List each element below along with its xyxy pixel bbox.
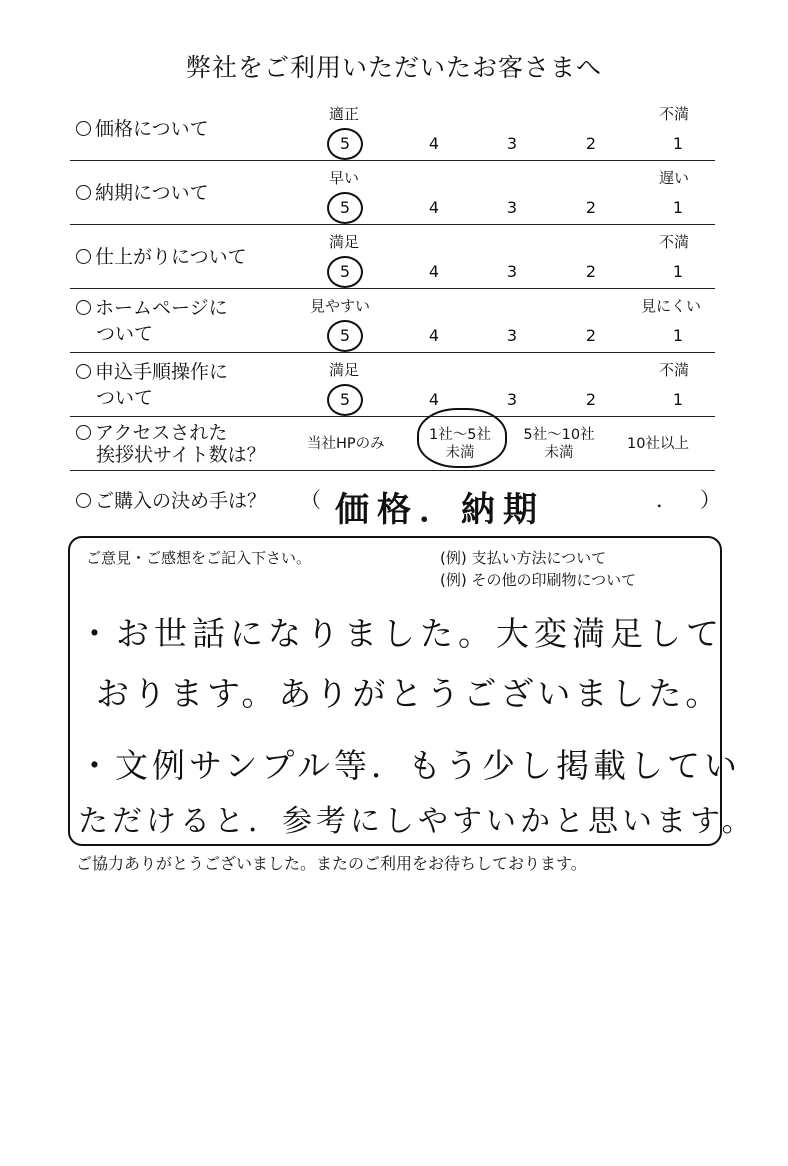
handwritten-comment-line: ・文例サンプル等．もう少し掲載してい: [78, 746, 742, 785]
rating-5[interactable]: 5: [339, 326, 351, 345]
handwritten-comment-line: ・お世話になりました。大変満足して: [78, 614, 724, 653]
bullet-circle-icon: [76, 249, 91, 264]
comments-example-1: (例) 支払い方法について: [440, 549, 607, 567]
rating-1[interactable]: 1: [672, 198, 684, 217]
page-title: 弊社をご利用いただいたお客さまへ: [185, 53, 602, 82]
scale-high-label: 早い: [329, 169, 360, 187]
row-divider: [70, 470, 715, 471]
blank-dot: ．: [656, 488, 677, 512]
rating-1[interactable]: 1: [672, 134, 684, 153]
rating-3[interactable]: 3: [506, 326, 518, 345]
bullet-circle-icon: [76, 185, 91, 200]
question-finish: 仕上がりについて: [76, 242, 247, 272]
rating-1[interactable]: 1: [672, 262, 684, 281]
rating-4[interactable]: 4: [428, 390, 440, 409]
rating-2[interactable]: 2: [585, 198, 597, 217]
rating-5[interactable]: 5: [339, 262, 351, 281]
scale-high-label: 見やすい: [310, 297, 371, 315]
rating-1[interactable]: 1: [672, 326, 684, 345]
access-option-5-10[interactable]: 5社～10社 未満: [523, 427, 595, 461]
scale-low-label: 遅い: [659, 169, 690, 187]
bullet-circle-icon: [76, 364, 91, 379]
bullet-circle-icon: [76, 300, 91, 315]
rating-2[interactable]: 2: [585, 326, 597, 345]
row-divider: [70, 416, 715, 417]
row-divider: [70, 288, 715, 289]
rating-4[interactable]: 4: [428, 262, 440, 281]
bullet-circle-icon: [76, 425, 91, 440]
handwritten-comment-line: おります。ありがとうございました。: [96, 674, 723, 713]
rating-2[interactable]: 2: [585, 134, 597, 153]
handwritten-comment-line: ただけると．参考にしやすいかと思います。: [78, 804, 756, 839]
question-price: 価格について: [76, 114, 209, 144]
question-procedure-line2: ついて: [96, 387, 154, 409]
rating-5[interactable]: 5: [339, 134, 351, 153]
row-divider: [70, 352, 715, 353]
rating-4[interactable]: 4: [428, 198, 440, 217]
comments-example-2: (例) その他の印刷物について: [440, 571, 637, 589]
scale-high-label: 満足: [329, 361, 360, 379]
row-divider: [70, 224, 715, 225]
rating-3[interactable]: 3: [506, 134, 518, 153]
rating-2[interactable]: 2: [585, 390, 597, 409]
rating-5[interactable]: 5: [339, 390, 351, 409]
scale-low-label: 不満: [659, 361, 690, 379]
question-procedure: 申込手順操作に: [76, 357, 228, 387]
rating-5[interactable]: 5: [339, 198, 351, 217]
decision-answer: 価格．納期: [335, 490, 545, 530]
access-option-own-only[interactable]: 当社HPのみ: [307, 436, 385, 452]
scale-high-label: 適正: [329, 105, 360, 123]
open-paren: （: [300, 488, 321, 512]
rating-1[interactable]: 1: [672, 390, 684, 409]
rating-4[interactable]: 4: [428, 134, 440, 153]
scale-low-label: 不満: [659, 233, 690, 251]
question-decision: ご購入の決め手は？: [76, 486, 266, 516]
footer-thanks: ご協力ありがとうございました。またのご利用をお待ちしております。: [76, 854, 587, 873]
bullet-circle-icon: [76, 493, 91, 508]
comments-prompt: ご意見・ご感想をご記入下さい。: [86, 549, 312, 567]
access-option-10-plus[interactable]: 10社以上: [627, 436, 689, 452]
question-delivery: 納期について: [76, 178, 209, 208]
bullet-circle-icon: [76, 121, 91, 136]
rating-3[interactable]: 3: [506, 390, 518, 409]
rating-3[interactable]: 3: [506, 198, 518, 217]
row-divider: [70, 160, 715, 161]
access-option-1-5[interactable]: 1社～5社 未満: [429, 427, 491, 461]
rating-4[interactable]: 4: [428, 326, 440, 345]
close-paren: ）: [700, 488, 721, 512]
question-access: アクセスされた: [76, 418, 227, 448]
rating-3[interactable]: 3: [506, 262, 518, 281]
scale-low-label: 不満: [659, 105, 690, 123]
scale-low-label: 見にくい: [641, 297, 702, 315]
question-access-line2: 挨拶状サイト数は？: [96, 444, 266, 466]
selected-access-circle: [417, 408, 507, 468]
scale-high-label: 満足: [329, 233, 360, 251]
question-homepage: ホームページに: [76, 293, 228, 323]
question-homepage-line2: ついて: [96, 323, 154, 345]
rating-2[interactable]: 2: [585, 262, 597, 281]
